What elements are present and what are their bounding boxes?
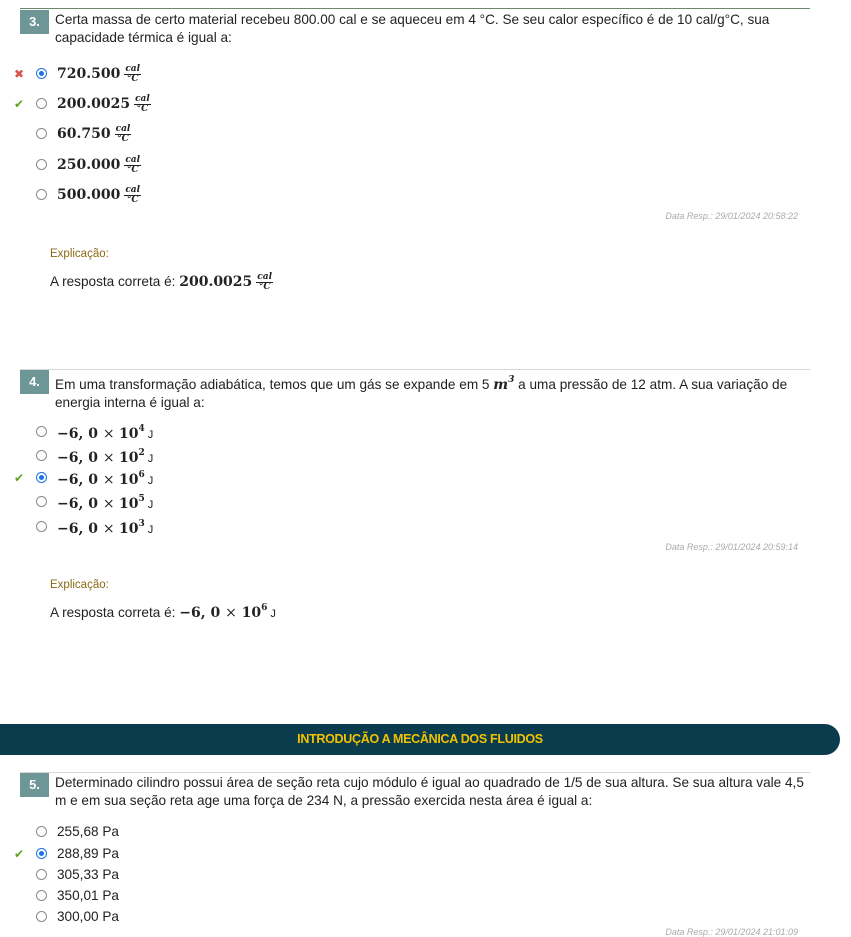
radio-button[interactable] xyxy=(36,98,47,109)
question-header xyxy=(20,772,810,810)
option-value: −6, $0 \times 10^4$ xyxy=(57,424,145,442)
radio-button[interactable] xyxy=(36,189,47,200)
option-value: 60.750 xyxy=(57,126,111,142)
radio-button[interactable] xyxy=(36,159,47,170)
radio-button[interactable] xyxy=(36,869,47,880)
option-label: 305,33 Pa xyxy=(57,867,119,882)
question-divider xyxy=(20,369,810,370)
option-label xyxy=(57,123,131,145)
radio-button[interactable] xyxy=(36,426,47,437)
option-value: 250.000 xyxy=(57,157,121,173)
answer-option[interactable] xyxy=(0,843,760,865)
option-label xyxy=(57,513,153,541)
radio-button[interactable] xyxy=(36,826,47,837)
unit-fraction: $\frac{\text{cal}}{^\circ C}$ xyxy=(135,93,150,114)
option-value: −6, $0 \times 10^6$ xyxy=(57,470,145,488)
answer-option[interactable] xyxy=(0,63,760,85)
answer-option[interactable] xyxy=(0,885,760,907)
unit-fraction: $\frac{\text{cal}}{^\circ C}$ xyxy=(125,63,141,84)
question-text: Determinado cilindro possui área de seção reta cujo módulo é igual ao quadrado de 1/5 de sua altura. Se sua altura vale 4,5 m e em sua seção reta age uma força de 234 N, a pressão exercida nesta área é igual a: xyxy=(55,775,804,808)
answer-option[interactable] xyxy=(0,491,760,513)
radio-button[interactable] xyxy=(36,890,47,901)
unit-label: J xyxy=(147,499,154,511)
option-value: −6, $0 \times 10^2$ xyxy=(57,448,145,466)
answer-option[interactable] xyxy=(0,93,760,115)
question-3 xyxy=(20,9,810,47)
radio-button[interactable] xyxy=(36,450,47,461)
option-label xyxy=(57,154,141,176)
option-value: 720.500 xyxy=(57,66,121,82)
radio-button[interactable] xyxy=(36,911,47,922)
option-label: 300,00 Pa xyxy=(57,909,119,924)
unit-label: J xyxy=(147,429,154,441)
unit-fraction: $\frac{\text{cal}}{^\circ C}$ xyxy=(115,123,131,144)
answer-option[interactable] xyxy=(0,467,760,489)
option-label xyxy=(57,184,141,206)
radio-button[interactable] xyxy=(36,472,47,483)
question-divider xyxy=(20,772,810,773)
answer-date: Data Resp.: 29/01/2024 21:01:09 xyxy=(665,927,798,937)
x-mark-icon: ✖ xyxy=(13,67,25,81)
explanation-fraction: $\frac{\text{cal}}{^\circ C}$ xyxy=(257,272,273,292)
option-label: 350,01 Pa xyxy=(57,888,119,903)
unit-fraction: $\frac{\text{cal}}{^\circ C}$ xyxy=(125,154,141,175)
option-value: 500.000 xyxy=(57,187,121,203)
answer-option[interactable] xyxy=(0,906,760,928)
question-number: 3. xyxy=(20,10,49,34)
explanation-value: 200.0025 xyxy=(179,274,253,291)
option-label xyxy=(57,63,141,85)
option-label: 255,68 Pa xyxy=(57,824,119,839)
check-mark-icon: ✔ xyxy=(13,97,25,111)
radio-button[interactable] xyxy=(36,496,47,507)
answer-date: Data Resp.: 29/01/2024 20:58:22 xyxy=(665,211,798,221)
unit-label: J xyxy=(147,453,154,465)
explanation-text: A resposta correta é: −6, $0 \times 10^6$ J xyxy=(50,603,276,621)
unit-label: J xyxy=(147,524,154,536)
question-header xyxy=(20,9,810,47)
question-number: 4. xyxy=(20,370,49,394)
explanation-label: Explicação: xyxy=(50,579,109,591)
option-value: −6, $0 \times 10^3$ xyxy=(57,519,145,537)
unit-symbol: $m^3$ xyxy=(493,375,515,393)
check-mark-icon: ✔ xyxy=(13,847,25,861)
option-label xyxy=(57,93,151,115)
question-number: 5. xyxy=(20,773,49,797)
check-mark-icon: ✔ xyxy=(13,471,25,485)
question-header xyxy=(20,369,810,412)
explanation-label: Explicação: xyxy=(50,248,109,260)
answer-option[interactable] xyxy=(0,154,760,176)
section-banner: INTRODUÇÃO A MECÂNICA DOS FLUIDOS xyxy=(0,724,840,755)
radio-button[interactable] xyxy=(36,68,47,79)
question-4 xyxy=(20,369,810,412)
explanation-prefix: A resposta correta é: xyxy=(50,274,176,290)
answer-option[interactable] xyxy=(0,123,760,145)
radio-button[interactable] xyxy=(36,128,47,139)
option-value: −6, $0 \times 10^5$ xyxy=(57,494,145,512)
option-label xyxy=(57,488,153,516)
answer-option[interactable] xyxy=(0,516,760,538)
answer-option[interactable] xyxy=(0,421,760,443)
option-value: 200.0025 xyxy=(57,96,131,112)
answer-option[interactable] xyxy=(0,864,760,886)
option-label: 288,89 Pa xyxy=(57,846,119,861)
answer-option[interactable] xyxy=(0,821,760,843)
question-text: Certa massa de certo material recebeu 800.00 cal e se aqueceu em 4 °C. Se seu calor específico é de 10 cal/g°C, sua capacidade térmica é igual a: xyxy=(55,12,770,45)
unit-fraction: $\frac{\text{cal}}{^\circ C}$ xyxy=(125,184,141,205)
explanation-text xyxy=(50,273,273,292)
question-5 xyxy=(20,772,810,810)
explanation-prefix: A resposta correta é: xyxy=(50,605,176,620)
radio-button[interactable] xyxy=(36,848,47,859)
unit-label: J xyxy=(147,475,154,487)
answer-option[interactable] xyxy=(0,184,760,206)
radio-button[interactable] xyxy=(36,521,47,532)
question-text: Em uma transformação adiabática, temos que um gás se expande em 5 $m^3$ a uma pressão de 12 atm. A sua variação de energia interna é igual a: xyxy=(55,375,788,410)
explanation-value: −6, $0 \times 10^6$ xyxy=(179,603,268,621)
answer-date: Data Resp.: 29/01/2024 20:59:14 xyxy=(665,542,798,552)
